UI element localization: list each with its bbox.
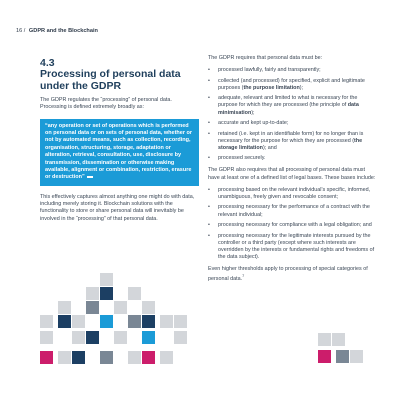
pattern-tile [40,315,53,328]
section-number: 4.3 [40,57,55,69]
pattern-tile [336,350,349,363]
definition-quote-box [40,119,199,186]
pattern-tile [142,351,155,364]
pattern-tile [350,350,363,363]
closing-paragraph: Even higher thresholds apply to processing of special categories of personal data.$^7$ [208,265,368,282]
pattern-tile [86,301,99,314]
page-number: 16 [16,28,23,34]
pattern-tile [100,315,113,328]
pattern-tile [142,301,155,314]
pattern-tile [174,331,187,344]
legal-bases-list [208,187,378,261]
list-item: • processed securely. [208,155,378,162]
pattern-tile [174,315,187,328]
running-title: GDPR and the Blockchain [28,28,98,34]
pattern-tile [114,301,127,314]
list-item: • collected (and processed) for specified, explicit and legitimate purposes (the purpose limitation); [208,78,378,92]
pattern-tile [142,315,155,328]
list-item: • processing necessary for the legitimate interests pursued by the controller or a third party (except where such interests are overridden by the interests or fundamental rights and freedoms of the data subject). [208,233,378,261]
pattern-tile [114,331,127,344]
footnote-reference: 7 [242,274,245,279]
pattern-tile [100,351,113,364]
after-quote-paragraph: This effectively captures almost anything one might do with data, including merely storing it. Blockchain solutions with the functionality to store or share personal data will inevitably be involved in the “processing” of that personal data. [40,193,195,222]
section-title: Processing of personal data under the GDPR [40,68,181,92]
pattern-tile [100,287,113,300]
pattern-tile [58,315,71,328]
principles-intro: The GDPR requires that personal data must be: [208,55,323,61]
definition-quote-text: “any operation or set of operations which is performed on personal data or on sets of personal data, whether or not by automated means, such as collection, recording, organisation, structuring, storage, adaptation or alteration, retrieval, consultation, use, disclosure by transmission, dissemination or otherwise making available, alignment or combination, restriction, erasure or destruction” [45,122,192,181]
pattern-tile [40,351,53,364]
pattern-tile [128,351,141,364]
pattern-tile [332,333,345,346]
pattern-tile [128,287,141,300]
header-separator: / [23,28,26,34]
list-item: • processed lawfully, fairly and transparently; [208,67,378,74]
pattern-tile [86,331,99,344]
pattern-tile [72,331,85,344]
pattern-tile [160,315,173,328]
pattern-tile [128,315,141,328]
pattern-tile [142,331,155,344]
list-item: • accurate and kept up-to-date; [208,120,378,127]
right-column [208,55,378,288]
quote-end-mark [87,176,93,178]
pattern-tile [160,351,173,364]
list-item: • retained (i.e. kept in an identifiable form) for no longer than is necessary for the purpose for which they are processed (the storage limitation); and [208,131,378,152]
pattern-tile [318,333,331,346]
pattern-tile [318,350,331,363]
list-item: • processing based on the relevant individual’s specific, informed, unambiguous, freely given and revocable consent; [208,187,378,201]
pattern-tile [100,273,113,286]
pattern-tile [72,351,85,364]
list-item: • adequate, relevant and limited to what is necessary for the purpose for which they are processed (the principle of data minimisation); [208,95,378,116]
pattern-tile [40,331,53,344]
pattern-tile [58,351,71,364]
list-item: • processing necessary for the performance of a contract with the relevant individual; [208,204,378,218]
pattern-tile [58,301,71,314]
pattern-tile [72,315,85,328]
legal-bases-intro: The GDPR also requires that all processing of personal data must have at least one of a defined list of legal bases. These bases include: [208,167,376,181]
list-item: • processing necessary for compliance with a legal obligation; and [208,222,378,229]
intro-paragraph: The GDPR regulates the “processing” of personal data. Processing is defined extremely broadly as: [40,97,172,111]
left-column [40,58,198,229]
running-header [16,28,98,34]
principles-list [208,67,378,162]
pattern-tile [86,287,99,300]
